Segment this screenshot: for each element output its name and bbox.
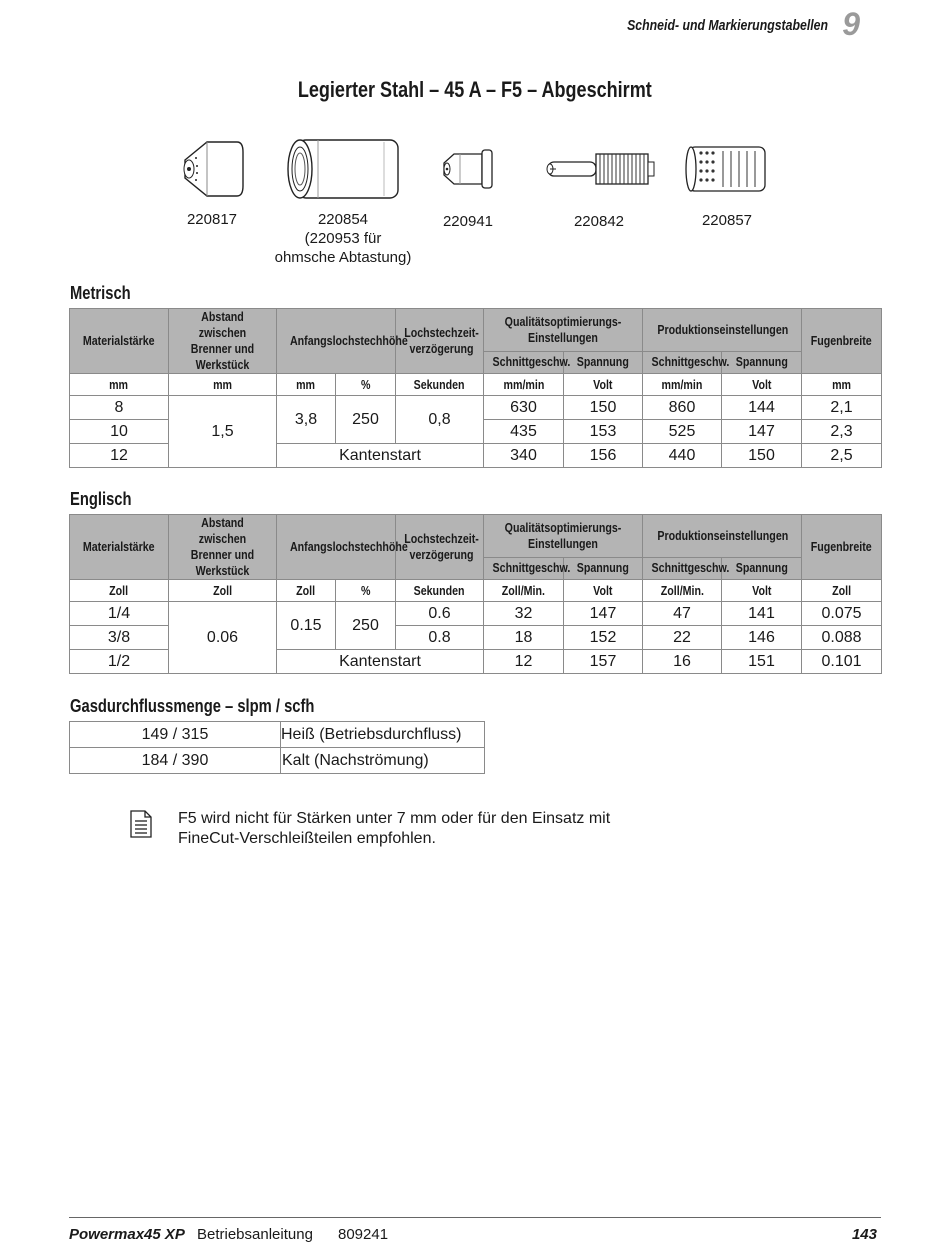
- electrode-part-icon: [542, 148, 656, 190]
- part-number: 220857: [701, 212, 753, 229]
- note-text: [178, 809, 698, 849]
- col-header-distance: Abstand zwischen Brenner und Werkstück: [169, 515, 277, 580]
- metric-heading-text: Metrisch: [70, 283, 131, 303]
- col-header-pierce-delay: Lochstechzeit-verzögerung: [396, 515, 484, 580]
- part-note-line: (220953 für: [304, 230, 382, 247]
- part-shield: [172, 138, 252, 229]
- table-row: 10 435 153 525 147 2,3: [70, 420, 882, 444]
- table-row: 184 / 390 Kalt (Nachströmung): [70, 748, 485, 774]
- distance-cell: 0.06: [169, 602, 277, 674]
- col-header-material: Materialstärke: [70, 309, 169, 374]
- col-header-production: Produktionseinstellungen: [643, 515, 802, 558]
- note-line: F5 wird nicht für Stärken unter 7 mm oder für den Einsatz mit: [178, 810, 611, 827]
- col-header-quality: Qualitätsoptimierungs-Einstellungen: [484, 309, 643, 352]
- gas-heading-text: Gasdurchflussmenge – slpm / scfh: [70, 696, 315, 716]
- col-header-pierce-height: Anfangslochstechhöhe: [277, 309, 396, 374]
- note-icon: [130, 810, 152, 838]
- footer-product: Powermax45 XP: [69, 1226, 185, 1243]
- col-header-pierce-height: Anfangslochstechhöhe: [277, 515, 396, 580]
- table-row: 3/8 0.8 18 152 22 146 0.088: [70, 626, 882, 650]
- part-number: 220817: [186, 211, 238, 228]
- page-title: [0, 77, 950, 103]
- col-header-cut-speed: Schnittgeschw.: [643, 351, 722, 373]
- distance-cell: 1,5: [169, 396, 277, 468]
- gas-heading: [70, 696, 368, 717]
- part-nozzle: [432, 148, 504, 231]
- col-header-cut-speed: Schnittgeschw.: [484, 351, 564, 373]
- nozzle-part-icon: [438, 148, 498, 190]
- swirl-ring-part-icon: [683, 143, 771, 195]
- units-row: Zoll Zoll Zoll % Sekunden Zoll/Min. Volt Zoll/Min. Volt Zoll: [70, 580, 882, 602]
- metric-heading: [70, 283, 144, 304]
- page-title-text: Legierter Stahl – 45 A – F5 – Abgeschirmt: [298, 77, 652, 102]
- footer-page-number: 143: [851, 1226, 877, 1243]
- col-header-voltage: Spannung: [722, 351, 802, 373]
- english-heading-text: Englisch: [70, 489, 132, 509]
- table-row: 1/4 0.06 0.15 250 0.6 32 147 47 141 0.075: [70, 602, 882, 626]
- section-header-title: Schneid- und Markierungstabellen: [627, 17, 828, 34]
- col-header-pierce-delay: Lochstechzeit-verzögerung: [396, 309, 484, 374]
- col-header-cut-speed: Schnittgeschw.: [484, 557, 564, 579]
- note-line: FineCut-Verschleißteilen empfohlen.: [178, 830, 436, 847]
- metric-cut-table: [69, 308, 882, 468]
- table-row: 8 1,5 3,8 250 0,8 630 150 860 144 2,1: [70, 396, 882, 420]
- col-header-distance: Abstand zwischen Brenner und Werkstück: [169, 309, 277, 374]
- footer-doc: Betriebsanleitung: [197, 1226, 313, 1243]
- retaining-cap-part-icon: [284, 138, 402, 200]
- part-number: 220854: [317, 211, 369, 228]
- english-cut-table: [69, 514, 882, 674]
- part-note-line: ohmsche Abtastung): [274, 249, 412, 266]
- col-header-production: Produktionseinstellungen: [643, 309, 802, 352]
- col-header-kerf: Fugenbreite: [802, 309, 882, 374]
- footer-divider: [69, 1217, 881, 1218]
- col-header-material: Materialstärke: [70, 515, 169, 580]
- shield-part-icon: [177, 138, 247, 198]
- table-row: 149 / 315 Heiß (Betriebsdurchfluss): [70, 722, 485, 748]
- part-electrode: [538, 148, 660, 231]
- part-number: 220842: [573, 213, 625, 230]
- col-header-voltage: Spannung: [564, 351, 643, 373]
- part-retaining-cap: [272, 138, 414, 267]
- table-row: 1/2 Kantenstart 12 157 16 151 0.101: [70, 650, 882, 674]
- footer-doc-number: 809241: [338, 1226, 389, 1243]
- col-header-quality: Qualitätsoptimierungs-Einstellungen: [484, 515, 643, 558]
- col-header-kerf: Fugenbreite: [802, 515, 882, 580]
- col-header-voltage: Spannung: [564, 557, 643, 579]
- chapter-number: 9: [842, 6, 860, 42]
- gas-flow-table: [69, 721, 485, 774]
- part-swirl-ring: [682, 143, 772, 230]
- english-heading: [70, 489, 145, 510]
- col-header-cut-speed: Schnittgeschw.: [643, 557, 722, 579]
- units-row: mm mm mm % Sekunden mm/min Volt mm/min Volt mm: [70, 374, 882, 396]
- table-row: 12 Kantenstart 340 156 440 150 2,5: [70, 444, 882, 468]
- col-header-voltage: Spannung: [722, 557, 802, 579]
- part-number: 220941: [442, 213, 494, 230]
